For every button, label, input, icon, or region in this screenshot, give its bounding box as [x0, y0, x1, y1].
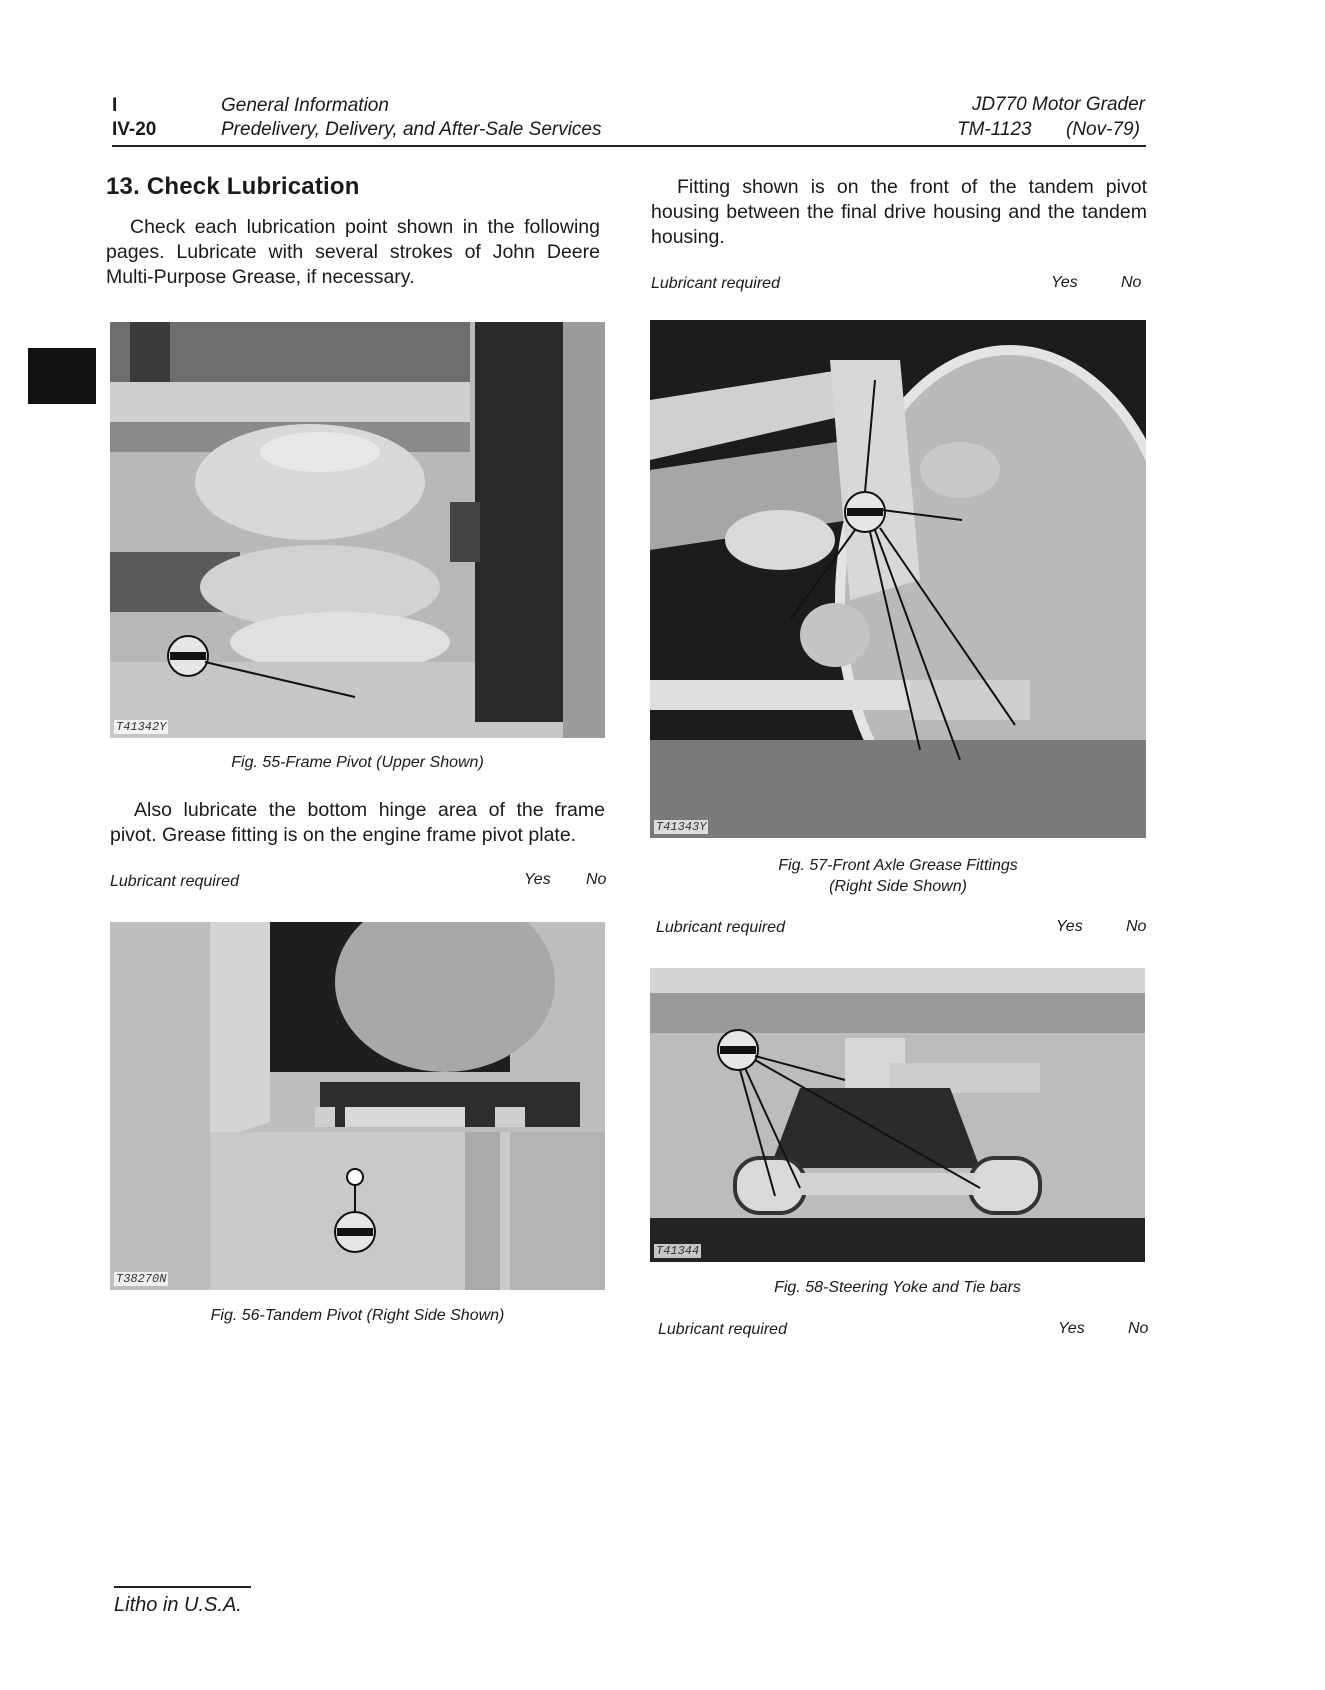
yes-option-56: Yes	[1051, 274, 1078, 291]
lubricant-required-label-56: Lubricant required	[651, 275, 780, 292]
lubricant-required-label-57: Lubricant required	[656, 919, 785, 936]
yes-option-58: Yes	[1058, 1320, 1085, 1337]
no-option-58: No	[1128, 1320, 1149, 1337]
header-date: (Nov-79)	[1066, 119, 1140, 140]
no-option-56: No	[1121, 274, 1142, 291]
figure-55-photo	[110, 322, 605, 738]
figure-57-caption-line-2: (Right Side Shown)	[829, 878, 967, 895]
figure-58-photo	[650, 968, 1145, 1262]
figure-57-photo	[650, 320, 1146, 838]
yes-option-55: Yes	[524, 871, 551, 888]
section-heading: 13. Check Lubrication	[106, 173, 360, 200]
intro-paragraph: Check each lubrication point shown in the following pages. Lubricate with several strokes of John Deere Multi-Purpose Grease, if necessary.	[106, 216, 600, 288]
figure-57-caption	[650, 855, 1146, 897]
frame-pivot-paragraph: Also lubricate the bottom hinge area of the frame pivot. Grease fitting is on the engine frame pivot plate.	[110, 799, 605, 846]
header-subtitle: Predelivery, Delivery, and After-Sale Services	[221, 119, 602, 140]
footer-litho: Litho in U.S.A.	[114, 1594, 242, 1616]
figure-56-photo	[110, 922, 605, 1290]
section-mark: I	[112, 95, 118, 116]
header-rule	[112, 145, 1146, 147]
figure-57-code: T41343Y	[656, 820, 707, 834]
header-manual: TM-1123	[957, 119, 1032, 140]
yes-option-57: Yes	[1056, 918, 1083, 935]
tandem-pivot-paragraph: Fitting shown is on the front of the tandem pivot housing between the final drive housing and the tandem housing.	[651, 176, 1147, 248]
header-title: General Information	[221, 95, 389, 116]
footer-rule	[114, 1586, 251, 1588]
no-option-55: No	[586, 871, 607, 888]
figure-56-code: T38270N	[116, 1272, 167, 1286]
figure-57-caption-line-1: Fig. 57-Front Axle Grease Fittings	[778, 857, 1018, 874]
header-product: JD770 Motor Grader	[971, 94, 1145, 115]
page-number: IV-20	[112, 119, 157, 140]
figure-56-caption: Fig. 56-Tandem Pivot (Right Side Shown)	[210, 1307, 505, 1324]
figure-55-code: T41342Y	[116, 720, 167, 734]
figure-58-caption: Fig. 58-Steering Yoke and Tie bars	[774, 1279, 1021, 1296]
figure-55-caption: Fig. 55-Frame Pivot (Upper Shown)	[231, 754, 484, 771]
no-option-57: No	[1126, 918, 1147, 935]
lubricant-required-label-55: Lubricant required	[110, 873, 239, 890]
figure-58-code: T41344	[656, 1244, 700, 1258]
lubricant-required-label-58: Lubricant required	[658, 1321, 787, 1338]
section-thumb-tab	[28, 348, 96, 404]
